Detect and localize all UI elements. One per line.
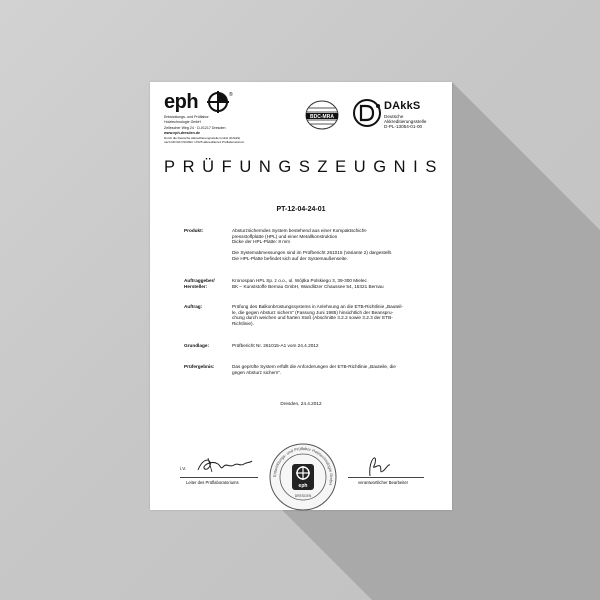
field-value-produkt-3: Dicke der HPL-Platte: 8 mm [232, 239, 291, 245]
field-value-grundlage-1: Prüfbericht Nr. 261015-A1 vom 24.4.2012 [232, 343, 319, 348]
field-value-auftrag-1: Prüfung des Balkonbrüstungssystems in Anlehnung an die ETB-Richtlinie „Bauteil- [232, 304, 403, 309]
left-signature-line [180, 477, 258, 478]
right-signature-drawing [364, 454, 394, 478]
place-date: Dresden, 24.4.2012 [280, 401, 322, 406]
org-line-1: Entwicklungs- und Prüflabor [164, 115, 209, 119]
field-value-auftrag-2: le, die gegen Absturz sichern" (Fassung Juni 1985) hinsichtlich der Beanspru- [232, 309, 394, 315]
bdc-mra-seal-icon [302, 98, 342, 132]
dakks-name: DAkkS [384, 100, 421, 112]
field-value-auftraggeber-1: Kronospan HPL Sp. z o.o., ul. Wójtka Polskiego 3, 39-300 Mielec [232, 278, 367, 283]
field-label-pruefergebnis: Prüfergebnis: [184, 364, 215, 369]
field-value-produkt-2: pressstoffplatte (HPL) und einer Metallkonstruktion [232, 233, 338, 239]
field-label-grundlage: Grundlage: [184, 343, 210, 348]
field-label-auftraggeber: Auftraggeber/ [184, 278, 215, 283]
document-number: PT-12-04-24-01 [276, 206, 326, 213]
stamp-ring-text: Entwicklungs- und Prüflabor Holztechnologie GmbH [271, 445, 335, 486]
left-signature-drawing [194, 454, 254, 476]
accreditation-line-2: nach DIN EN ISO/IEC 17025 akkreditiertes Prüflaboratorium [164, 140, 245, 144]
field-value-produkt-1: Absturzsicherndes System bestehend aus einer Kompaktschicht- [232, 228, 368, 233]
dakks-line-3: D-PL-13054-01-00 [384, 124, 423, 129]
eph-logo: eph [164, 91, 199, 113]
left-signature-caption: Leiter des Prüflaboratoriums [186, 480, 239, 485]
field-value-pruefergebnis-2: gegen Absturz sichern". [232, 369, 282, 375]
document-title: PRÜFUNGSZEUGNIS [164, 158, 444, 176]
seal-label: BDC-MRA [310, 114, 334, 120]
stamp-sub-text: DRESDEN [294, 494, 312, 498]
dakks-line-1: Deutsche [384, 114, 404, 119]
field-value-auftrag-3: chung durch weichen und harten Stoß (Abschnitte 3.2.2 sowie 3.2.3 der ETB- [232, 315, 393, 321]
eph-crosshair-icon [207, 91, 229, 113]
dakks-line-2: Akkreditierungsstelle [384, 119, 427, 124]
website-line: www.eph-dresden.de [164, 131, 201, 135]
right-signature-line [348, 477, 424, 478]
field-value-auftrag-4: Richtlinie). [232, 320, 254, 326]
certificate-page [150, 82, 452, 510]
field-value-produkt-6: Die HPL-Platte befindet sich auf der Systemaußenseite. [232, 256, 348, 261]
field-label-produkt: Produkt: [184, 228, 204, 233]
org-line-2: Holztechnologie GmbH [164, 119, 201, 124]
registered-mark: ® [229, 92, 233, 98]
field-value-pruefergebnis-1: Das geprüfte System erfüllt die Anforderungen der ETB-Richtlinie „Bauteile, die [232, 364, 396, 369]
signature-prefix: i.V. [180, 466, 187, 471]
address-line-1: Zellescher Weg 24 · D-01217 Dresden [164, 126, 226, 130]
field-value-produkt-5: Die Systemabmessungen sind im Prüfbericht 261015 (Variante 2) dargestellt. [232, 250, 393, 256]
stamp-center-text: eph [298, 483, 308, 489]
dakks-mark-icon [352, 98, 382, 128]
field-label-auftrag: Auftrag: [184, 304, 203, 309]
field-value-auftraggeber-2: BK – Kunststoffe Bernau GmbH, Wandlitzer Chaussee 54, 16321 Bernau [232, 283, 384, 289]
accreditation-line-1: Durch die Deutsche Akkreditierungsstelle GmbH (DAkkS) [164, 136, 241, 140]
field-label-hersteller: Hersteller: [184, 283, 208, 289]
company-stamp-seal [268, 442, 338, 512]
right-signature-caption: verantwortlicher Bearbeiter [358, 480, 409, 485]
